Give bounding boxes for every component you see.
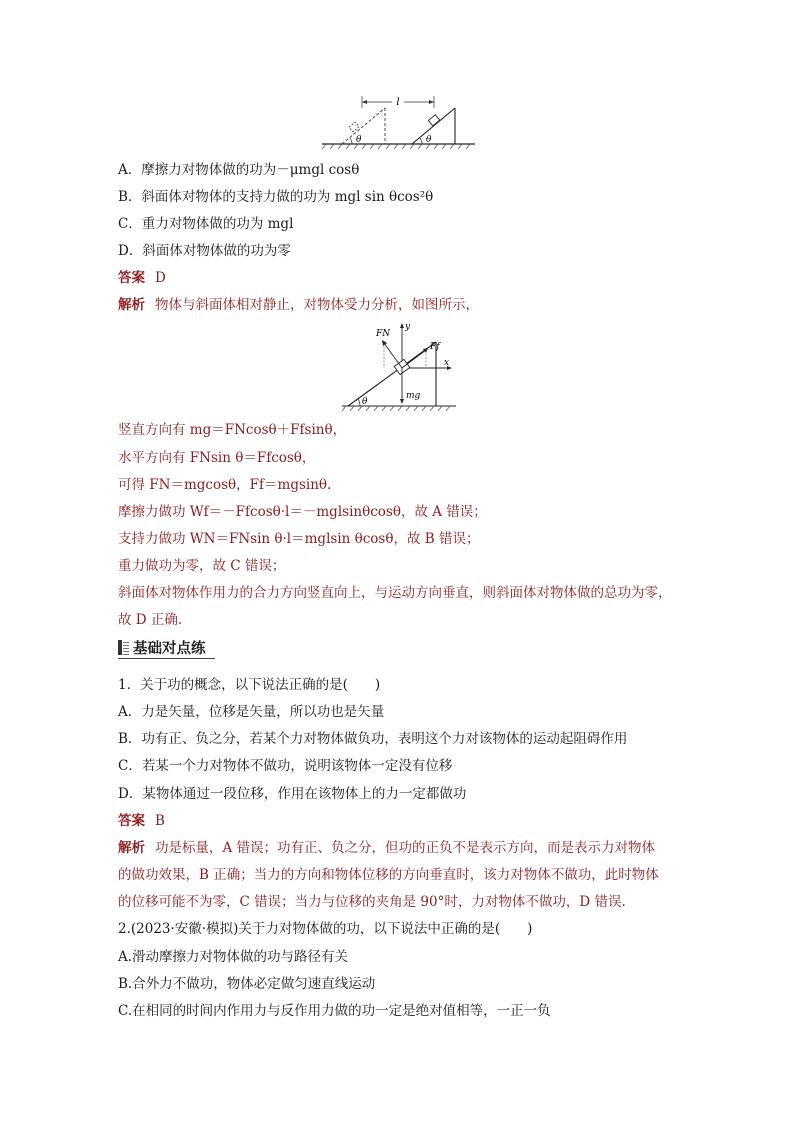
option-d: D．斜面体对物体做的功为零 bbox=[118, 243, 291, 259]
solution-line: 重力做功为零，故 C 错误； bbox=[118, 558, 286, 574]
option-a: A．力是矢量，位移是矢量，所以功也是矢量 bbox=[118, 704, 385, 720]
analysis-text: 功是标量，A 错误；功有正、负之分，但功的正负不是表示方向，而是表示力对物体 bbox=[155, 840, 656, 856]
option-d: D．某物体通过一段位移，作用在该物体上的力一定都做功 bbox=[118, 786, 467, 802]
option-b: B.合外力不做功，物体必定做匀速直线运动 bbox=[118, 976, 376, 992]
solution-line: 摩擦力做功 Wf＝－Ffcosθ·l＝－mglsinθcosθ，故 A 错误； bbox=[118, 504, 487, 520]
x-axis-label: x bbox=[444, 358, 450, 368]
answer-label: 答案 bbox=[118, 813, 145, 829]
option-c: C．若某一个力对物体不做功，说明该物体一定没有位移 bbox=[118, 758, 453, 774]
solution-line: 斜面体对物体作用力的合力方向竖直向上，与运动方向垂直，则斜面体对物体做的总功为零， bbox=[118, 585, 672, 601]
solution-line: 故 D 正确. bbox=[118, 612, 183, 628]
analysis-line bbox=[118, 296, 479, 314]
section-bar bbox=[118, 640, 122, 655]
section-bar-pattern bbox=[123, 640, 129, 655]
incline-displacement-figure bbox=[320, 94, 480, 152]
section-title: 基础对点练 bbox=[133, 641, 206, 657]
solution-line: 竖直方向有 mg＝FNcosθ＋Ffsinθ， bbox=[118, 422, 347, 438]
question-stem: 2.(2023·安徽·模拟)关于力对物体做的功，以下说法中正确的是( ) bbox=[118, 921, 533, 937]
theta-label: θ bbox=[362, 397, 368, 407]
y-axis-label: y bbox=[405, 322, 411, 332]
solution-line: 可得 FN＝mgcosθ，Ff＝mgsinθ. bbox=[118, 477, 332, 493]
length-label: l bbox=[396, 97, 400, 108]
solution-line: 水平方向有 FNsin θ＝Ffcosθ， bbox=[118, 450, 316, 466]
theta-label: θ bbox=[356, 135, 362, 145]
solution-line: 支持力做功 WN＝FNsin θ·l＝mglsin θcosθ，故 B 错误； bbox=[118, 531, 480, 547]
gravity-label: mg bbox=[406, 391, 421, 401]
section-rule bbox=[118, 658, 215, 659]
analysis-line: 的位移可能不为零，C 错误；当力与位移的夹角是 90°时，力对物体不做功，D 错误. bbox=[118, 894, 626, 910]
analysis-line: 的做功效果，B 正确；当力的方向和物体位移的方向垂直时，该力对物体不做功，此时物体 bbox=[118, 867, 659, 883]
option-c: C．重力对物体做的功为 mgl bbox=[118, 216, 294, 232]
question-stem: 1．关于功的概念，以下说法正确的是( ) bbox=[118, 677, 381, 693]
answer-line bbox=[118, 269, 166, 287]
option-b: B．功有正、负之分，若某个力对物体做负功，表明这个力对该物体的运动起阻碍作用 bbox=[118, 731, 628, 747]
analysis-text: 物体与斜面体相对静止，对物体受力分析，如图所示， bbox=[155, 297, 479, 313]
section-header bbox=[118, 636, 678, 660]
answer-value: B bbox=[155, 813, 165, 829]
analysis-line bbox=[118, 839, 655, 857]
option-a: A．摩擦力对物体做的功为－μmgl cosθ bbox=[118, 162, 360, 178]
normal-force-label: FN bbox=[376, 329, 391, 339]
theta-label: θ bbox=[426, 135, 432, 145]
answer-value: D bbox=[155, 270, 166, 286]
friction-force-label: Ff bbox=[430, 342, 440, 352]
option-c: C.在相同的时间内作用力与反作用力做的功一定是绝对值相等，一正一负 bbox=[118, 1003, 551, 1019]
analysis-label: 解析 bbox=[118, 840, 145, 856]
answer-label: 答案 bbox=[118, 270, 145, 286]
option-b: B．斜面体对物体的支持力做的功为 mgl sin θcos²θ bbox=[118, 189, 434, 205]
analysis-label: 解析 bbox=[118, 297, 145, 313]
force-analysis-figure bbox=[340, 318, 460, 412]
answer-line bbox=[118, 812, 165, 830]
option-a: A.滑动摩擦力对物体做的功与路径有关 bbox=[118, 949, 349, 965]
